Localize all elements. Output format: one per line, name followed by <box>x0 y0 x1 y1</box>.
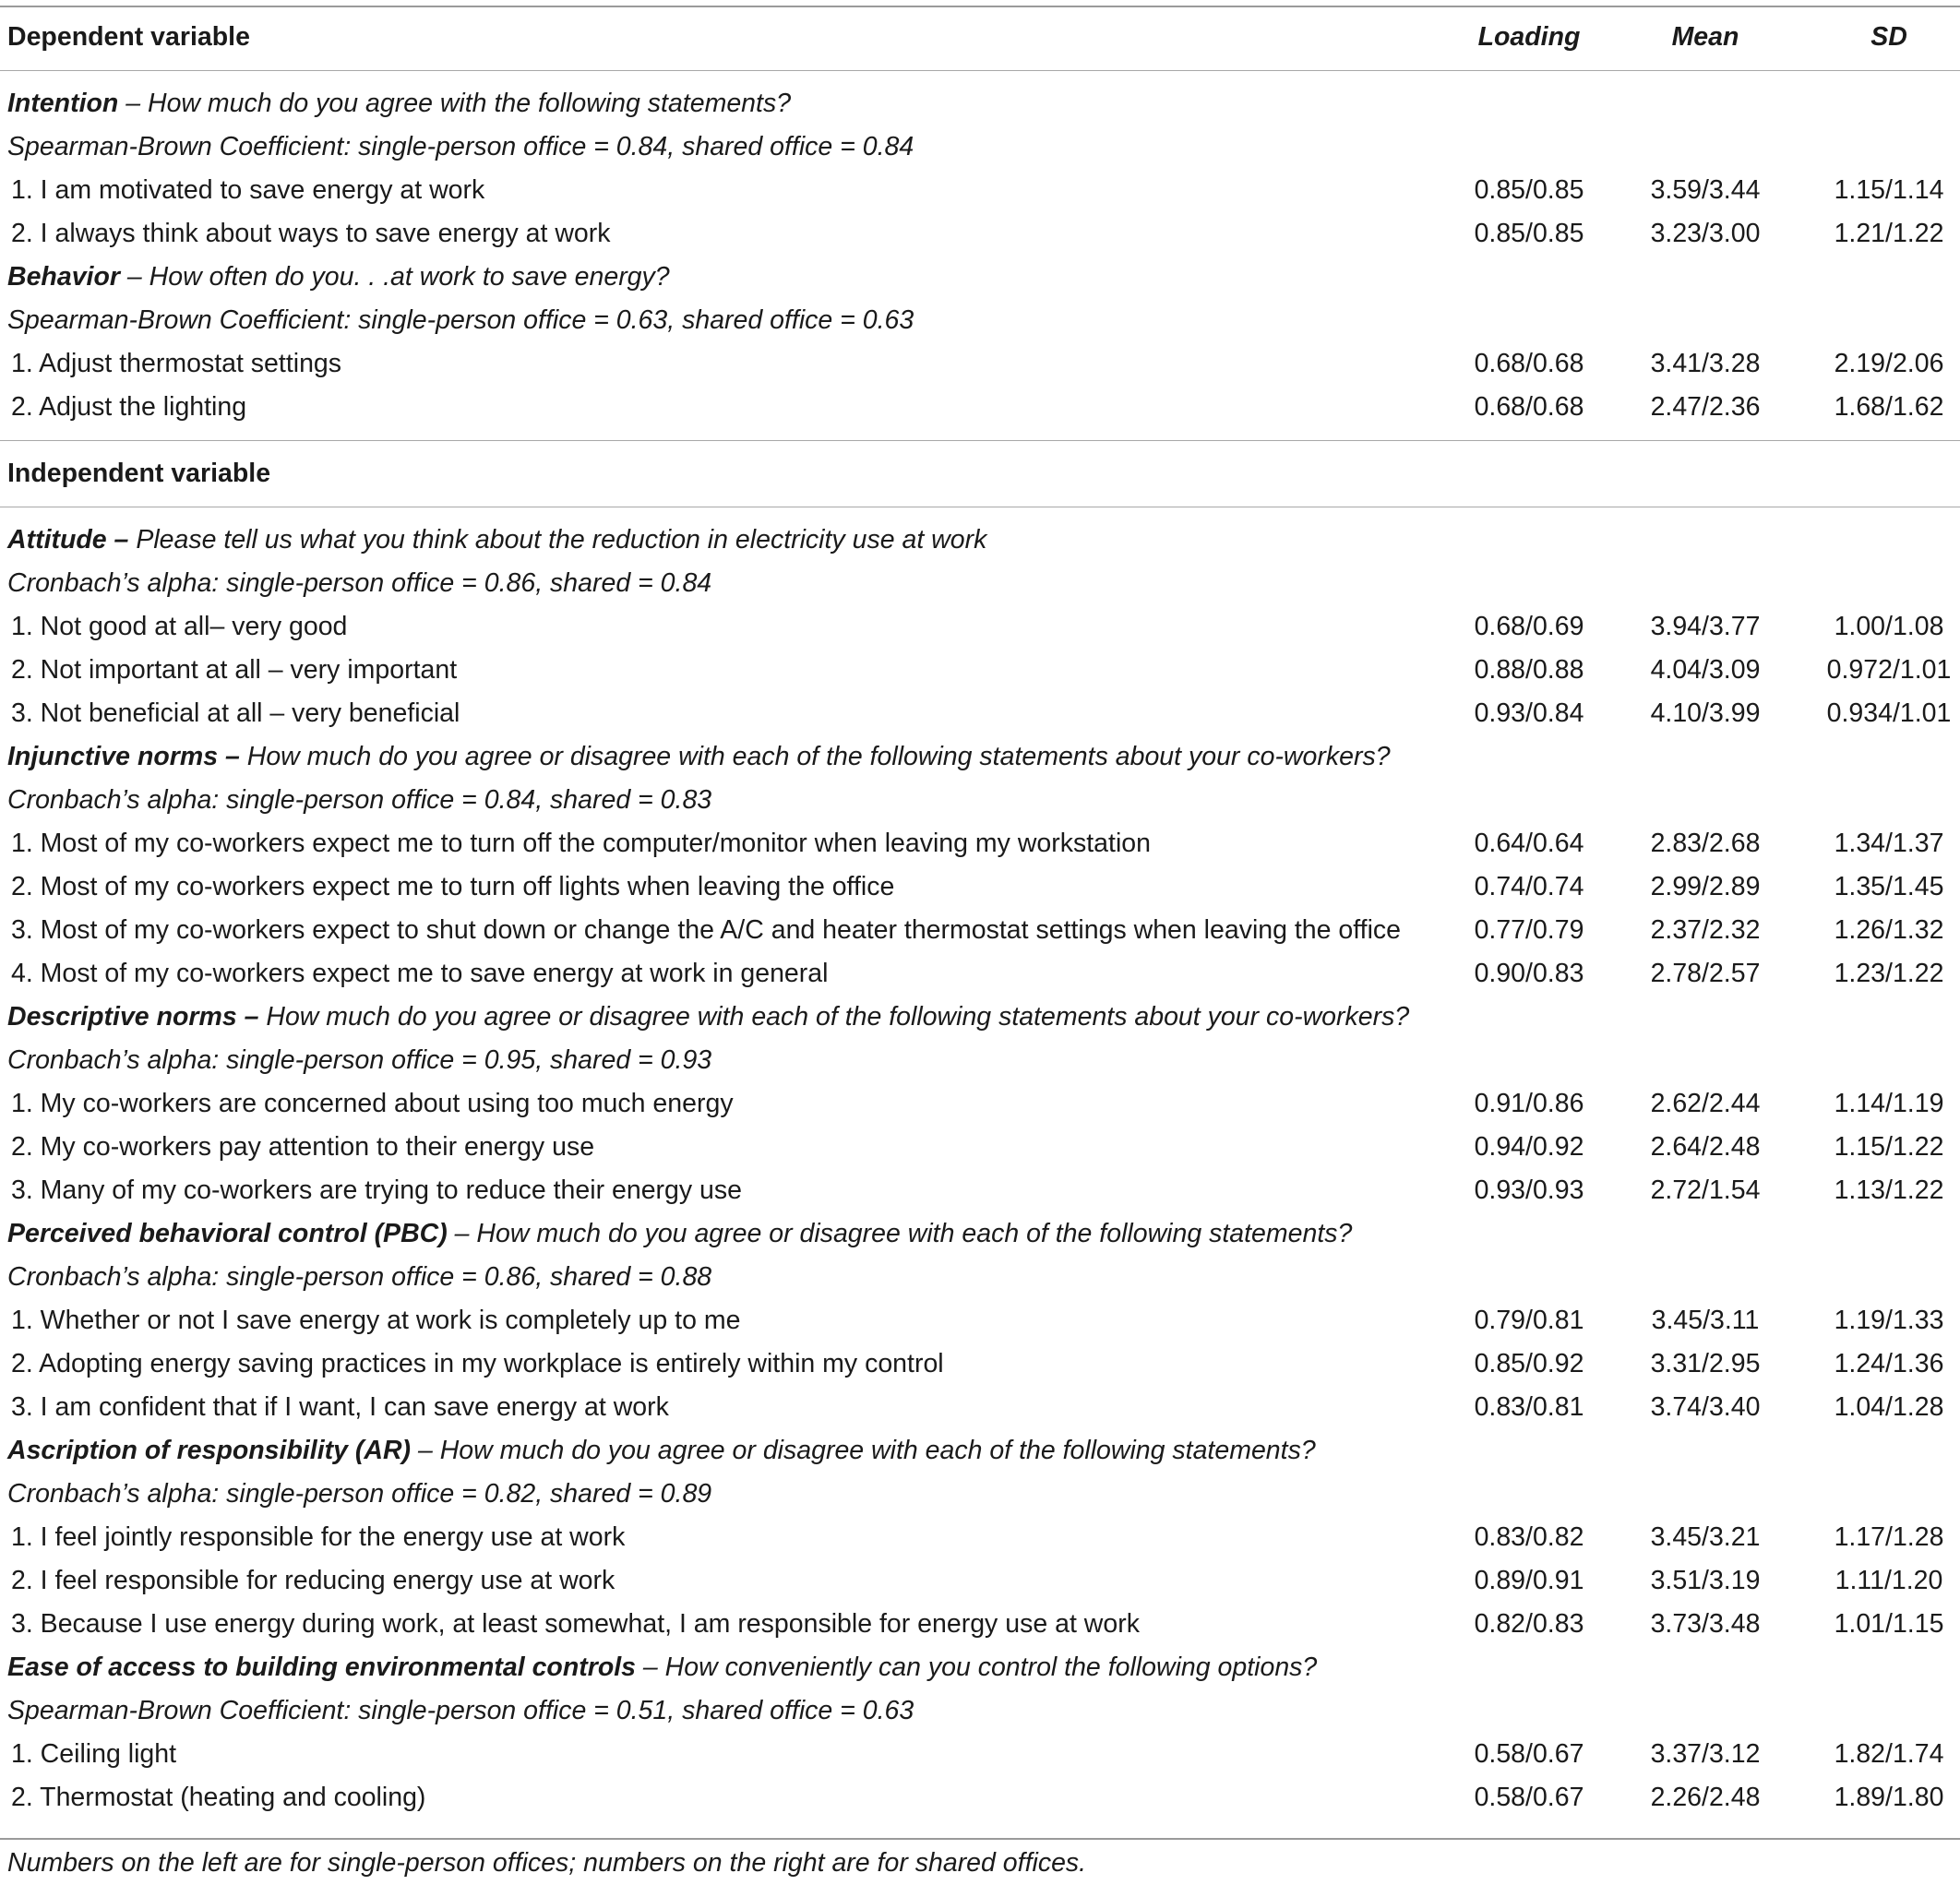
construct-prompt: Please tell us what you think about the reduction in electricity use at work <box>128 525 987 555</box>
item-text: 1. Not good at all– very good <box>11 612 348 641</box>
mean-value: 2.47/2.36 <box>1650 392 1761 422</box>
mean-value: 3.94/3.77 <box>1650 612 1761 641</box>
mean-value: 2.83/2.68 <box>1650 829 1761 858</box>
coefficient-injunctive-norms <box>0 778 1960 822</box>
table-row <box>0 648 1960 692</box>
coefficient-text: Cronbach’s alpha: single-person office = 0.86, shared = 0.84 <box>7 568 712 598</box>
loading-value: 0.90/0.83 <box>1474 959 1584 988</box>
construct-name: Attitude – <box>7 525 129 555</box>
item-text: 2. Adopting energy saving practices in my workplace is entirely within my control <box>11 1349 944 1378</box>
item-text: 3. Most of my co-workers expect to shut down or change the A/C and heater thermostat settings when leaving the office <box>11 915 1402 945</box>
coefficient-text: Spearman-Brown Coefficient: single-person office = 0.63, shared office = 0.63 <box>7 305 914 335</box>
mean-value: 3.59/3.44 <box>1650 175 1761 205</box>
coefficient-text: Spearman-Brown Coefficient: single-person office = 0.51, shared office = 0.63 <box>7 1696 914 1725</box>
construct-name: Descriptive norms – <box>7 1002 259 1032</box>
item-text: 1. Whether or not I save energy at work is completely up to me <box>11 1306 741 1335</box>
loading-value: 0.82/0.83 <box>1474 1609 1584 1639</box>
construct-pbc <box>0 1211 1960 1256</box>
section-rule <box>0 440 1960 441</box>
item-text: 3. Because I use energy during work, at least somewhat, I am responsible for energy use at work <box>11 1609 1140 1639</box>
item-text: 1. Adjust thermostat settings <box>11 349 342 378</box>
coefficient-ar <box>0 1472 1960 1516</box>
construct-name: Intention <box>7 89 119 118</box>
coefficient-behavior <box>0 298 1960 342</box>
header-mean: Mean <box>1671 22 1739 52</box>
mean-value: 2.78/2.57 <box>1650 959 1761 988</box>
mean-value: 3.23/3.00 <box>1650 219 1761 248</box>
construct-injunctive-norms <box>0 734 1960 779</box>
item-text: 3. Many of my co-workers are trying to reduce their energy use <box>11 1175 743 1205</box>
table-row <box>0 1775 1960 1819</box>
construct-attitude <box>0 518 1960 562</box>
construct-prompt: – How conveniently can you control the following options? <box>636 1652 1318 1682</box>
sd-value: 0.972/1.01 <box>1826 655 1952 685</box>
table-row <box>0 1732 1960 1776</box>
mean-value: 3.74/3.40 <box>1650 1392 1761 1422</box>
mean-value: 3.45/3.11 <box>1651 1306 1760 1335</box>
construct-prompt: How much do you agree or disagree with each of the following statements about your co-workers? <box>239 742 1391 771</box>
sd-value: 1.24/1.36 <box>1834 1349 1944 1378</box>
loading-value: 0.68/0.68 <box>1474 392 1584 422</box>
sd-value: 1.21/1.22 <box>1834 219 1944 248</box>
loading-value: 0.79/0.81 <box>1474 1306 1584 1335</box>
sd-value: 1.35/1.45 <box>1834 872 1944 901</box>
construct-name: Ease of access to building environmental controls <box>7 1652 636 1682</box>
table-row <box>0 1168 1960 1212</box>
header-loading: Loading <box>1477 22 1581 52</box>
table-row <box>0 1385 1960 1429</box>
sd-value: 1.04/1.28 <box>1834 1392 1944 1422</box>
construct-prompt: How much do you agree or disagree with each of the following statements about your co-workers? <box>258 1002 1410 1032</box>
sd-value: 1.11/1.20 <box>1835 1566 1943 1595</box>
mean-value: 4.04/3.09 <box>1650 655 1761 685</box>
mean-value: 3.73/3.48 <box>1650 1609 1761 1639</box>
sd-value: 1.26/1.32 <box>1834 915 1944 945</box>
footnote-text: Numbers on the left are for single-person offices; numbers on the right are for shared offices. <box>7 1848 1087 1878</box>
loading-value: 0.85/0.85 <box>1474 219 1584 248</box>
mean-value: 3.31/2.95 <box>1650 1349 1761 1378</box>
construct-name: Behavior <box>7 262 120 292</box>
coefficient-text: Spearman-Brown Coefficient: single-person office = 0.84, shared office = 0.84 <box>7 132 914 161</box>
construct-prompt: – How much do you agree or disagree with each of the following statements? <box>447 1219 1353 1248</box>
coefficient-pbc <box>0 1255 1960 1299</box>
sd-value: 1.89/1.80 <box>1834 1783 1944 1812</box>
coefficient-text: Cronbach’s alpha: single-person office = 0.84, shared = 0.83 <box>7 785 712 815</box>
item-text: 3. I am confident that if I want, I can save energy at work <box>11 1392 669 1422</box>
sd-value: 1.82/1.74 <box>1834 1739 1944 1769</box>
loading-value: 0.74/0.74 <box>1474 872 1584 901</box>
item-text: 1. I feel jointly responsible for the energy use at work <box>11 1522 626 1552</box>
table-row <box>0 1298 1960 1342</box>
loading-value: 0.91/0.86 <box>1474 1089 1584 1118</box>
table-row <box>0 1081 1960 1126</box>
item-text: 2. I feel responsible for reducing energy use at work <box>11 1566 615 1595</box>
table-row <box>0 604 1960 649</box>
table-row <box>0 168 1960 212</box>
mean-value: 3.45/3.21 <box>1650 1522 1761 1552</box>
sd-value: 0.934/1.01 <box>1826 698 1952 728</box>
mean-value: 2.62/2.44 <box>1650 1089 1761 1118</box>
coefficient-ease-of-access <box>0 1688 1960 1733</box>
table-row <box>0 341 1960 386</box>
table-row <box>0 1558 1960 1603</box>
mean-value: 2.64/2.48 <box>1650 1132 1761 1162</box>
table-row <box>0 865 1960 909</box>
construct-name: Ascription of responsibility (AR) <box>7 1436 412 1465</box>
coefficient-attitude <box>0 561 1960 605</box>
coefficient-text: Cronbach’s alpha: single-person office = 0.95, shared = 0.93 <box>7 1045 712 1075</box>
construct-prompt: – How often do you. . .at work to save energy? <box>119 262 670 292</box>
table-row <box>0 691 1960 735</box>
item-text: 1. My co-workers are concerned about using too much energy <box>11 1089 734 1118</box>
header-row <box>0 15 1960 59</box>
coefficient-text: Cronbach’s alpha: single-person office = 0.82, shared = 0.89 <box>7 1479 712 1509</box>
item-text: 1. Most of my co-workers expect me to turn off the computer/monitor when leaving my workstation <box>11 829 1151 858</box>
construct-name: Perceived behavioral control (PBC) <box>7 1219 448 1248</box>
mean-value: 4.10/3.99 <box>1650 698 1761 728</box>
table-row <box>0 951 1960 996</box>
sd-value: 1.68/1.62 <box>1834 392 1944 422</box>
loading-value: 0.64/0.64 <box>1474 829 1584 858</box>
mean-value: 2.37/2.32 <box>1650 915 1761 945</box>
mean-value: 3.37/3.12 <box>1650 1739 1761 1769</box>
loading-value: 0.68/0.68 <box>1474 349 1584 378</box>
mean-value: 3.51/3.19 <box>1650 1566 1761 1595</box>
mean-value: 2.72/1.54 <box>1650 1175 1761 1205</box>
table-row <box>0 821 1960 865</box>
table-bottom-rule <box>0 1838 1960 1840</box>
item-text: 2. Most of my co-workers expect me to turn off lights when leaving the office <box>11 872 895 901</box>
sd-value: 1.00/1.08 <box>1834 612 1944 641</box>
item-text: 3. Not beneficial at all – very beneficial <box>11 698 460 728</box>
mean-value: 3.41/3.28 <box>1650 349 1761 378</box>
item-text: 1. Ceiling light <box>11 1739 177 1769</box>
sd-value: 1.01/1.15 <box>1834 1609 1944 1639</box>
item-text: 2. I always think about ways to save energy at work <box>11 219 611 248</box>
loading-value: 0.77/0.79 <box>1474 915 1584 945</box>
loading-value: 0.94/0.92 <box>1474 1132 1584 1162</box>
coefficient-descriptive-norms <box>0 1038 1960 1082</box>
sd-value: 1.17/1.28 <box>1834 1522 1944 1552</box>
sd-value: 1.23/1.22 <box>1834 959 1944 988</box>
construct-intention <box>0 81 1960 125</box>
table-footnote <box>0 1841 1960 1885</box>
independent-variable-header <box>0 451 1960 495</box>
loading-value: 0.88/0.88 <box>1474 655 1584 685</box>
table-row <box>0 1602 1960 1646</box>
item-text: 4. Most of my co-workers expect me to save energy at work in general <box>11 959 829 988</box>
table-row <box>0 1342 1960 1386</box>
construct-behavior <box>0 255 1960 299</box>
table-top-rule <box>0 6 1960 7</box>
table-row <box>0 211 1960 256</box>
construct-descriptive-norms <box>0 995 1960 1039</box>
sd-value: 1.15/1.22 <box>1834 1132 1944 1162</box>
loading-value: 0.58/0.67 <box>1474 1739 1584 1769</box>
loading-value: 0.58/0.67 <box>1474 1783 1584 1812</box>
header-dependent-variable: Dependent variable <box>7 22 250 52</box>
mean-value: 2.26/2.48 <box>1650 1783 1761 1812</box>
item-text: 2. Not important at all – very important <box>11 655 458 685</box>
loading-value: 0.68/0.69 <box>1474 612 1584 641</box>
header-rule <box>0 70 1960 71</box>
mean-value: 2.99/2.89 <box>1650 872 1761 901</box>
loading-value: 0.93/0.93 <box>1474 1175 1584 1205</box>
section-title: Independent variable <box>7 459 271 488</box>
loading-value: 0.93/0.84 <box>1474 698 1584 728</box>
item-text: 1. I am motivated to save energy at work <box>11 175 485 205</box>
construct-prompt: – How much do you agree with the following statements? <box>118 89 792 118</box>
loading-value: 0.83/0.82 <box>1474 1522 1584 1552</box>
sd-value: 1.13/1.22 <box>1834 1175 1944 1205</box>
loading-value: 0.89/0.91 <box>1474 1566 1584 1595</box>
coefficient-intention <box>0 125 1960 169</box>
loading-value: 0.83/0.81 <box>1474 1392 1584 1422</box>
coefficient-text: Cronbach’s alpha: single-person office = 0.86, shared = 0.88 <box>7 1262 712 1292</box>
table-row <box>0 1515 1960 1559</box>
table-row <box>0 385 1960 429</box>
loading-value: 0.85/0.92 <box>1474 1349 1584 1378</box>
construct-ease-of-access <box>0 1645 1960 1689</box>
table-row <box>0 1125 1960 1169</box>
loading-value: 0.85/0.85 <box>1474 175 1584 205</box>
sd-value: 1.34/1.37 <box>1834 829 1944 858</box>
item-text: 2. Adjust the lighting <box>11 392 247 422</box>
sd-value: 1.14/1.19 <box>1834 1089 1944 1118</box>
construct-ar <box>0 1428 1960 1473</box>
item-text: 2. Thermostat (heating and cooling) <box>11 1783 426 1812</box>
item-text: 2. My co-workers pay attention to their energy use <box>11 1132 595 1162</box>
sd-value: 1.19/1.33 <box>1834 1306 1944 1335</box>
construct-name: Injunctive norms – <box>7 742 240 771</box>
header-sd: SD <box>1870 22 1907 52</box>
sd-value: 2.19/2.06 <box>1834 349 1944 378</box>
table-row <box>0 908 1960 952</box>
construct-prompt: – How much do you agree or disagree with each of the following statements? <box>411 1436 1316 1465</box>
sd-value: 1.15/1.14 <box>1834 175 1944 205</box>
